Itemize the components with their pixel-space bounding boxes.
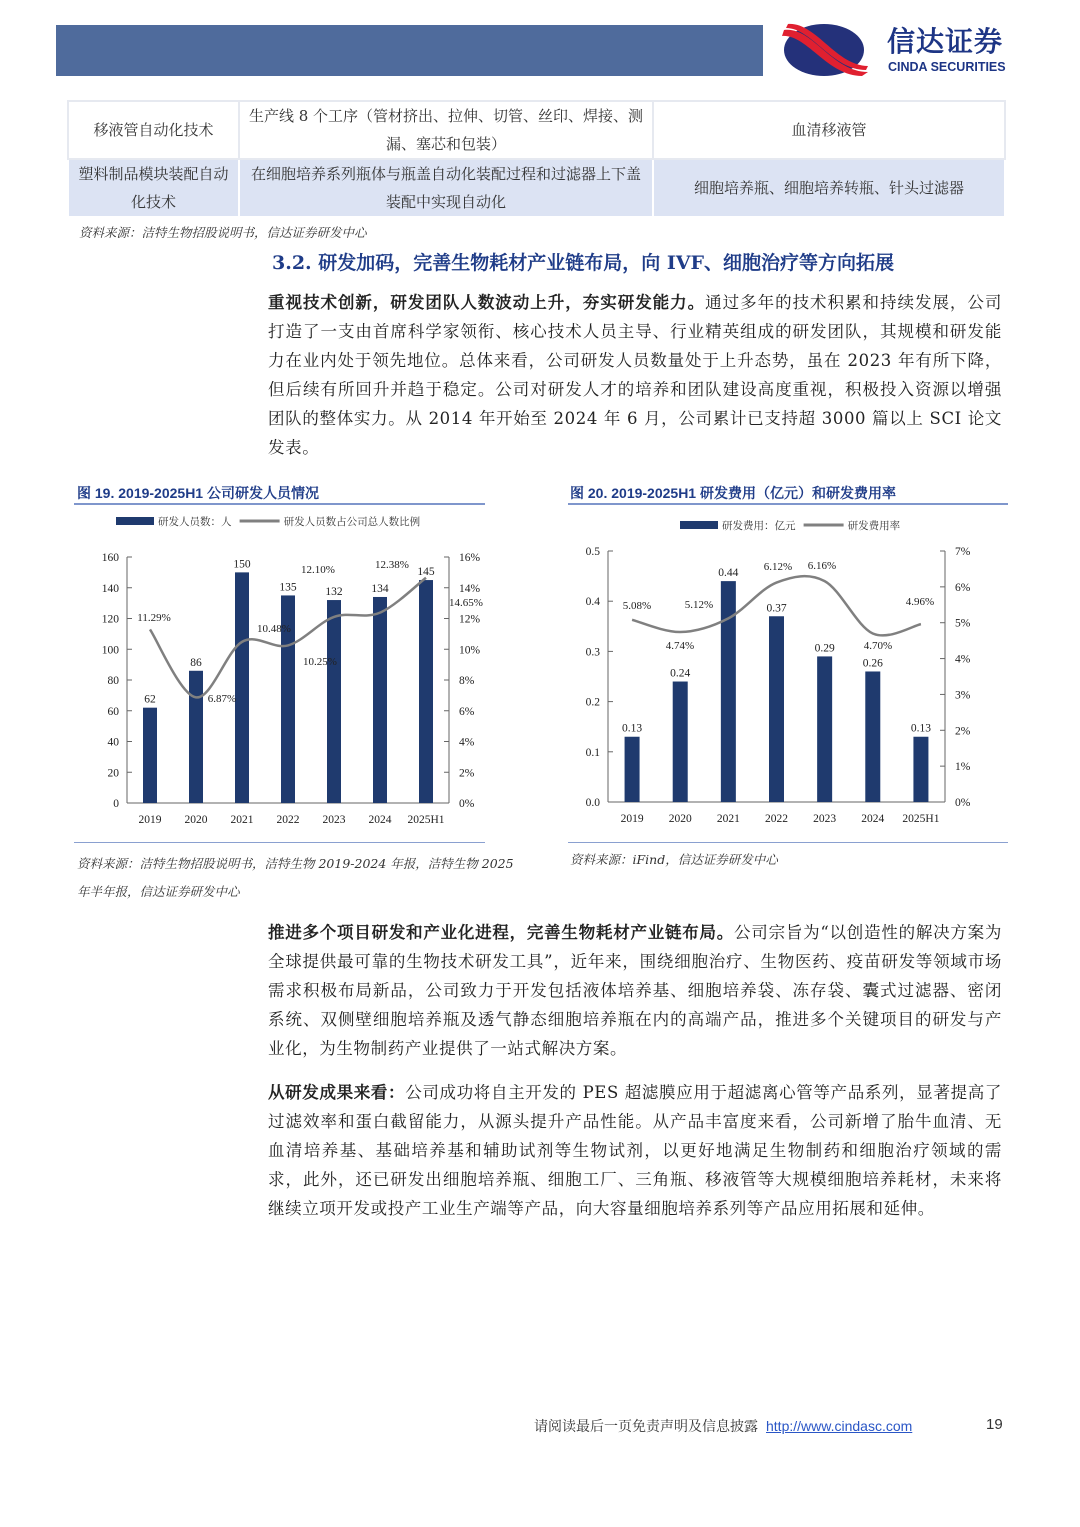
chart-rd-staff [74,505,485,840]
logo-text-en: CINDA SECURITIES [888,60,1006,74]
x-tick-label: 2019 [138,814,162,826]
y2-tick-label: 0% [459,798,475,810]
bar-value-label: 0.29 [814,642,835,655]
paragraph [268,288,1002,462]
line-value-label: 12.38% [375,559,409,571]
line-value-label: 6.87% [207,693,237,705]
bar-value-label: 134 [371,582,389,595]
bar [769,616,784,802]
line-value-label: 14.65% [449,597,483,609]
y-tick-label: 0 [113,798,119,810]
table-cell: 移液管自动化技术 [68,101,239,159]
paragraph-body: 公司宗旨为“以创造性的解决方案为全球提供最可靠的生物技术研发工具”，近年来，围绕细胞治疗、生物医药、疫苗研发等领域市场需求积极布局新品，公司致力于开发包括液体培养基、细胞培养袋、冻存袋、囊式过滤器、密闭系统、双侧壁细胞培养瓶及透气静态细胞培养瓶在内的高端产品，推进多个关键项目的研发与产业化，为生物制药产业提供了一站式解决方案。 [268,923,1002,1058]
x-tick-label: 2021 [716,813,740,825]
x-tick-label: 2025H1 [407,814,445,826]
legend-bar-label: 研发费用：亿元 [722,521,796,532]
y-tick-label: 0.3 [585,646,600,659]
x-tick-label: 2020 [668,813,692,825]
x-tick-label: 2024 [861,813,885,825]
y2-tick-label: 12% [459,613,481,626]
table-row [68,101,1005,159]
y2-tick-label: 2% [955,725,971,738]
paragraph-lead: 推进多个项目研发和产业化进程，完善生物耗材产业链布局。 [268,923,735,942]
paragraph [268,918,1002,1063]
section-title: 3.2. 研发加码，完善生物耗材产业链布局，向 IVF、细胞治疗等方向拓展 [272,252,895,274]
figure-20-source: 资料来源：iFind，信达证券研发中心 [570,852,778,867]
page-number: 19 [986,1416,1003,1433]
y2-tick-label: 7% [955,546,971,558]
y2-tick-label: 1% [955,761,971,774]
legend-bar-swatch [116,517,154,525]
y2-tick-label: 0% [955,797,971,809]
line-value-label: 5.08% [622,600,652,612]
y2-tick-label: 4% [459,736,475,749]
bar-value-label: 62 [144,693,156,706]
table-cell: 血清移液管 [653,101,1005,159]
y-tick-label: 0.1 [585,746,600,759]
y-tick-label: 20 [107,767,119,780]
y2-tick-label: 10% [459,644,481,657]
bar [189,671,203,803]
y-tick-label: 0.4 [585,596,600,609]
bar [419,580,433,803]
bar-value-label: 150 [233,558,251,571]
header-bar [56,25,763,76]
bar-value-label: 0.26 [862,657,883,670]
y2-tick-label: 16% [459,552,481,564]
y2-tick-label: 5% [955,617,971,630]
line-value-label: 4.70% [863,640,893,652]
y-tick-label: 120 [101,613,119,626]
bar [625,737,640,802]
y-tick-label: 0.5 [585,546,600,558]
bar [327,600,341,803]
y-tick-label: 160 [101,552,119,564]
bar-value-label: 145 [417,566,435,579]
figure-19-title: 图 19. 2019-2025H1 公司研发人员情况 [77,485,319,501]
bar [913,737,928,802]
tech-table [67,100,1006,218]
bar-value-label: 0.44 [718,567,739,580]
y2-tick-label: 8% [459,675,475,687]
x-tick-label: 2024 [368,814,392,826]
line-value-label: 6.16% [807,560,837,572]
line-value-label: 10.48% [257,623,291,635]
y2-tick-label: 14% [459,582,481,595]
y2-tick-label: 6% [459,705,475,718]
y-tick-label: 60 [107,705,119,718]
legend-bar-label: 研发人员数：人 [158,517,232,528]
logo-text-cn: 信达证券 [887,25,1004,58]
bar-value-label: 132 [325,586,343,599]
table-row [68,159,1005,217]
bar-value-label: 0.13 [622,722,643,735]
table-cell: 生产线 8 个工序（管材挤出、拉伸、切管、丝印、焊接、测漏、塞芯和包装） [239,101,653,159]
y-tick-label: 100 [101,644,119,657]
paragraph-lead: 从研发成果来看： [268,1083,406,1102]
legend-line-label: 研发人员数占公司总人数比例 [283,517,421,528]
bar [373,597,387,803]
line-value-label: 6.12% [763,561,793,573]
bar [865,671,880,802]
paragraph-body: 通过多年的技术积累和持续发展，公司打造了一支由首席科学家领衔、核心技术人员主导、行业精英组成的研发团队，其规模和研发能力在业内处于领先地位。总体来看，公司研发人员数量处于上升态势，虽在 2023 年有所下降，但后续有所回升并趋于稳定。公司对研发人才的培养和团队建设高度重视，积极投入资源以增强团队的整体实力。从 2014 年开始至 2024 年 6 月，公司累计已支持超 3000 篇以上 SCI 论文发表。 [268,293,1003,457]
bar [235,572,249,803]
y-tick-label: 80 [107,675,119,687]
y-tick-label: 140 [101,582,119,595]
table-source: 资料来源：洁特生物招股说明书，信达证券研发中心 [79,225,367,240]
y-tick-label: 0.2 [585,696,600,709]
bar-value-label: 86 [190,656,202,669]
x-tick-label: 2022 [276,814,300,826]
figure-20-title: 图 20. 2019-2025H1 研发费用（亿元）和研发费用率 [570,485,896,501]
paragraph [268,1078,1002,1223]
legend-line-label: 研发费用率 [847,521,901,532]
line-value-label: 4.96% [905,596,935,608]
x-tick-label: 2023 [322,814,346,826]
disclaimer-text: 请阅读最后一页免责声明及信息披露 [534,1419,758,1435]
y-tick-label: 40 [107,736,119,749]
figure-19-source: 资料来源：洁特生物招股说明书，洁特生物 2019-2024 年报，洁特生物 2025 年半年报，信达证券研发中心 [77,856,514,899]
y-tick-label: 0.0 [585,797,600,809]
x-tick-label: 2021 [230,814,254,826]
x-tick-label: 2025H1 [902,813,940,825]
y2-tick-label: 2% [459,767,475,780]
table-cell: 塑料制品模块装配自动化技术 [68,159,239,217]
divider [568,842,1008,843]
bar-value-label: 0.37 [766,602,787,615]
table-cell: 在细胞培养系列瓶体与瓶盖自动化装配过程和过滤器上下盖装配中实现自动化 [239,159,653,217]
x-tick-label: 2020 [184,814,208,826]
chart-rd-expense [568,505,1008,840]
line-value-label: 5.12% [684,599,714,611]
line-value-label: 11.29% [137,612,171,624]
paragraph-body: 公司成功将自主开发的 PES 超滤膜应用于超滤离心管等产品系列，显著提高了过滤效率和蛋白截留能力，从源头提升产品性能。从产品丰富度来看，公司新增了胎牛血清、无血清培养基、基础培养基和辅助试剂等生物试剂，以更好地满足生物制药和细胞治疗领域的需求，此外，还已研发出细胞培养瓶、细胞工厂、三角瓶、移液管等大规模细胞培养耗材，未来将继续立项开发或投产工业生产端等产品，向大容量细胞培养系列等产品应用拓展和延伸。 [268,1083,1002,1218]
footer [534,1416,912,1436]
bar [673,682,688,802]
line-value-label: 12.10% [301,564,335,576]
line-value-label: 10.25% [303,656,337,668]
y2-tick-label: 6% [955,581,971,594]
divider [74,842,485,843]
bar-value-label: 0.24 [670,667,691,680]
website-link[interactable]: http://www.cindasc.com [766,1418,913,1434]
x-tick-label: 2022 [765,813,788,825]
bar [817,656,832,802]
bar-value-label: 0.13 [910,722,931,735]
y2-tick-label: 4% [955,653,971,666]
line-value-label: 4.74% [665,640,695,652]
paragraph-lead: 重视技术创新，研发团队人数波动上升，夯实研发能力。 [268,293,706,312]
bar [143,708,157,803]
legend-bar-swatch [680,521,718,529]
y2-tick-label: 3% [955,689,971,702]
table-cell: 细胞培养瓶、细胞培养转瓶、针头过滤器 [653,159,1005,217]
bar-value-label: 135 [279,581,297,594]
x-tick-label: 2023 [813,813,837,825]
x-tick-label: 2019 [620,813,644,825]
